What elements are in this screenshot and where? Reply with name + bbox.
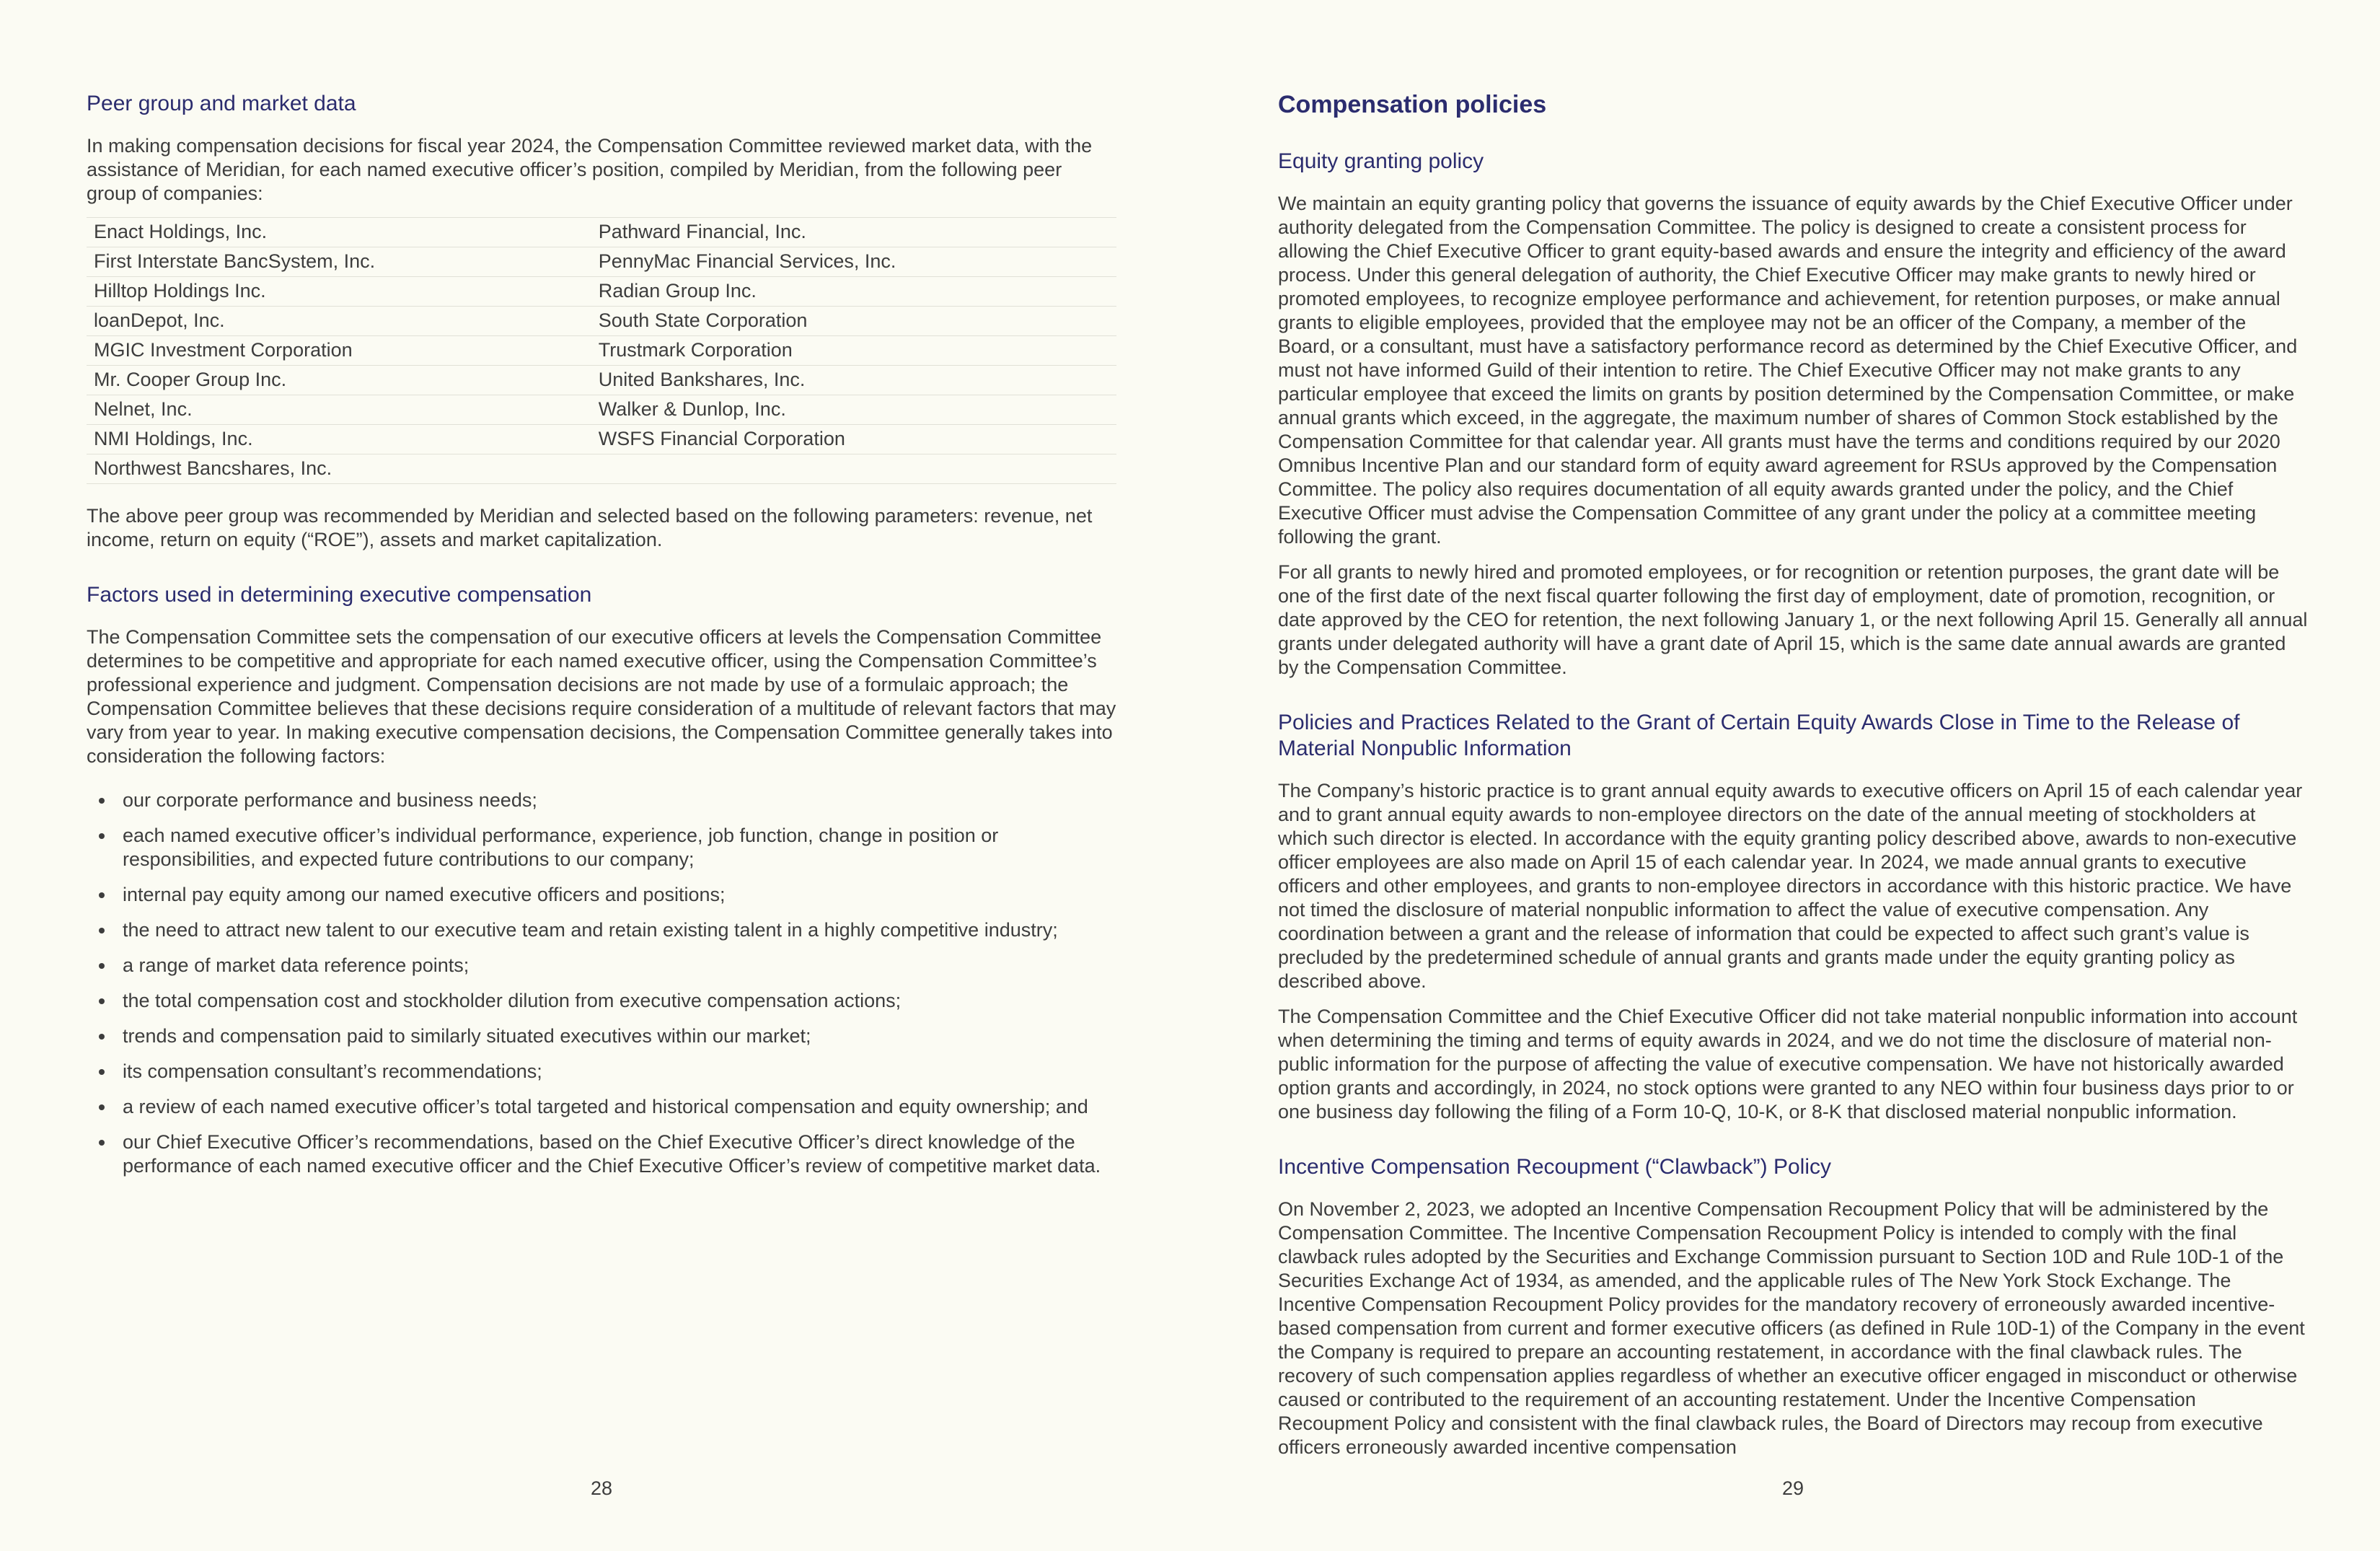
peer-group-section xyxy=(87,91,1116,552)
company-name-cell: Mr. Cooper Group Inc. xyxy=(87,366,591,395)
factor-item: a review of each named executive officer’s total targeted and historical compensation and equity ownership; and xyxy=(87,1095,1116,1119)
clawback-policy-section xyxy=(1278,1154,2308,1459)
body-paragraph: We maintain an equity granting policy that governs the issuance of equity awards by the Chief Executive Officer under authority delegated from the Compensation Committee. The policy is designed to create a consistent process for allowing the Chief Executive Officer to grant equity-based awards and ensure the integrity and efficiency of the award process. Under this general delegation of authority, the Chief Executive Officer may make grants to newly hired or promoted employees, to recognize employee performance and achievement, for retention purposes, or make annual grants to eligible employees, provided that the employee may not be an officer of the Company, a member of the Board, or a consultant, must have a satisfactory performance record as determined by the Chief Executive Officer, and must not have informed Guild of their intention to retire. The Chief Executive Officer may not make grants to any particular employee that exceed the limits on grants by position determined by the Compensation Committee, or make annual grants which exceed, in the aggregate, the maximum number of shares of Common Stock established by the Compensation Committee for that calendar year. All grants must have the terms and conditions required by our 2020 Omnibus Incentive Plan and our standard form of equity award agreement for RSUs approved by the Compensation Committee. The policy also requires documentation of all equity awards granted under the policy, and the Chief Executive Officer must advise the Compensation Committee of any grant under the policy at a committee meeting following the grant. xyxy=(1278,193,2298,548)
factor-item: a range of market data reference points; xyxy=(87,954,1116,977)
peer-group-heading: Peer group and market data xyxy=(87,92,356,115)
company-name-cell: Walker & Dunlop, Inc. xyxy=(591,395,1116,425)
peer-group-row xyxy=(87,277,1116,307)
factor-item: our corporate performance and business needs; xyxy=(87,788,1116,812)
peer-group-row xyxy=(87,395,1116,425)
factors-section xyxy=(87,582,1116,1178)
body-paragraph: On November 2, 2023, we adopted an Incentive Compensation Recoupment Policy that will be administered by the Compensation Committee. The Incentive Compensation Recoupment Policy is intended to comply with the final clawback rules adopted by the Securities and Exchange Commission pursuant to Section 10D and Rule 10D-1 of the Securities Exchange Act of 1934, as amended, and the applicable rules of The New York Stock Exchange. The Incentive Compensation Recoupment Policy provides for the mandatory recovery of erroneously awarded incentive-based compensation from current and former executive officers (as defined in Rule 10D-1) of the Company in the event the Company is required to prepare an accounting restatement, in accordance with the final clawback rules. The recovery of such compensation applies regardless of whether an executive officer engaged in misconduct or otherwise caused or contributed to the requirement of an accounting restatement. Under the Incentive Compensation Recoupment Policy and consistent with the final clawback rules, the Board of Directors may recoup from executive officers erroneously awarded incentive compensation xyxy=(1278,1198,2305,1458)
company-name-cell: Nelnet, Inc. xyxy=(87,395,591,425)
body-paragraph: The Company’s historic practice is to grant annual equity awards to executive officers on April 15 of each calendar year and to grant annual equity awards to non-employee directors on the date of the annual meeting of stockholders at which such director is elected. In accordance with the equity granting policy described above, awards to non-executive officer employees are also made on April 15 of each calendar year. In 2024, we made annual grants to executive officers and other employees, and grants to non-employee directors in accordance with this historic practice. We have not timed the disclosure of material nonpublic information to affect the value of executive compensation. Any coordination between a grant and the release of information that could be expected to affect such grant’s value is precluded by the predetermined schedule of annual grants and grants made under the equity granting policy as described above. xyxy=(1278,780,2303,992)
equity-awards-timing-section xyxy=(1278,710,2308,1124)
factors-list xyxy=(87,788,1116,1178)
company-name-cell: NMI Holdings, Inc. xyxy=(87,425,591,454)
factors-intro: The Compensation Committee sets the compensation of our executive officers at levels the Compensation Committee determines to be competitive and appropriate for each named executive officer, using the Compensation Committee’s professional experience and judgment. Compensation decisions are not made by use of a formulaic approach; the Compensation Committee believes that these decisions require consideration of a multitude of relevant factors that may vary from year to year. In making executive compensation decisions, the Compensation Committee generally takes into consideration the following factors: xyxy=(87,626,1116,767)
peer-group-row xyxy=(87,336,1116,366)
company-name-cell: United Bankshares, Inc. xyxy=(591,366,1116,395)
page-number: 29 xyxy=(1781,1477,1804,1499)
company-name-cell: South State Corporation xyxy=(591,307,1116,336)
peer-group-table xyxy=(87,217,1116,484)
body-paragraph: For all grants to newly hired and promoted employees, or for recognition or retention purposes, the grant date will be one of the first date of the next fiscal quarter following the first day of employment, date of promotion, recognition, or date approved by the CEO for retention, the next following January 1, or the next following April 15. Generally all annual grants under delegated authority will have a grant date of April 15, which is the same date annual awards are granted by the Compensation Committee. xyxy=(1278,561,2308,678)
company-name-cell: WSFS Financial Corporation xyxy=(591,425,1116,454)
page-28 xyxy=(87,91,1116,1190)
factor-item: trends and compensation paid to similarly situated executives within our market; xyxy=(87,1024,1116,1048)
peer-group-row xyxy=(87,247,1116,277)
company-name-cell: Northwest Bancshares, Inc. xyxy=(87,454,591,484)
equity-awards-timing-heading: Policies and Practices Related to the Grant of Certain Equity Awards Close in Time to the Release of Material Nonpublic Information xyxy=(1278,711,2240,760)
company-name-cell: Trustmark Corporation xyxy=(591,336,1116,366)
factor-item: each named executive officer’s individual performance, experience, job function, change in position or responsibilities, and expected future contributions to our company; xyxy=(87,824,1116,871)
peer-group-row xyxy=(87,425,1116,454)
company-name-cell: First Interstate BancSystem, Inc. xyxy=(87,247,591,277)
body-paragraph: The Compensation Committee and the Chief Executive Officer did not take material nonpublic information into account when determining the timing and terms of equity awards in 2024, and we do not time the disclosure of material non-public information for the purpose of affecting the value of executive compensation. We have not historically awarded option grants and accordingly, in 2024, no stock options were granted to any NEO within four business days prior to or one business day following the filing of a Form 10-Q, 10-K, or 8-K that disclosed material nonpublic information. xyxy=(1278,1006,2298,1122)
factor-item: the total compensation cost and stockholder dilution from executive compensation actions; xyxy=(87,989,1116,1013)
page-number: 28 xyxy=(590,1477,613,1499)
equity-granting-policy-section xyxy=(1278,149,2308,680)
company-name-cell: loanDepot, Inc. xyxy=(87,307,591,336)
peer-group-row xyxy=(87,454,1116,484)
company-name-cell xyxy=(591,454,1116,484)
peer-group-note: The above peer group was recommended by Meridian and selected based on the following parameters: revenue, net income, return on equity (“ROE”), assets and market capitalization. xyxy=(87,505,1093,550)
peer-group-intro: In making compensation decisions for fiscal year 2024, the Compensation Committee reviewed market data, with the assistance of Meridian, for each named executive officer’s position, compiled by Meridian, from the following peer group of companies: xyxy=(87,135,1093,204)
peer-group-row xyxy=(87,366,1116,395)
factor-item: internal pay equity among our named executive officers and positions; xyxy=(87,883,1116,907)
company-name-cell: Enact Holdings, Inc. xyxy=(87,218,591,247)
equity-granting-policy-heading: Equity granting policy xyxy=(1278,149,1484,173)
page-29 xyxy=(1278,91,2308,1459)
factor-item: its compensation consultant’s recommendations; xyxy=(87,1060,1116,1084)
company-name-cell: Hilltop Holdings Inc. xyxy=(87,277,591,307)
clawback-policy-heading: Incentive Compensation Recoupment (“Clawback”) Policy xyxy=(1278,1155,1831,1179)
company-name-cell: MGIC Investment Corporation xyxy=(87,336,591,366)
peer-group-row xyxy=(87,218,1116,247)
compensation-policies-title: Compensation policies xyxy=(1278,91,1547,118)
company-name-cell: Pathward Financial, Inc. xyxy=(591,218,1116,247)
factor-item: our Chief Executive Officer’s recommendations, based on the Chief Executive Officer’s direct knowledge of the performance of each named executive officer and the Chief Executive Officer’s review of competitive market data. xyxy=(87,1130,1116,1178)
factors-heading: Factors used in determining executive compensation xyxy=(87,583,592,607)
company-name-cell: Radian Group Inc. xyxy=(591,277,1116,307)
peer-group-row xyxy=(87,307,1116,336)
factor-item: the need to attract new talent to our executive team and retain existing talent in a highly competitive industry; xyxy=(87,918,1116,942)
company-name-cell: PennyMac Financial Services, Inc. xyxy=(591,247,1116,277)
